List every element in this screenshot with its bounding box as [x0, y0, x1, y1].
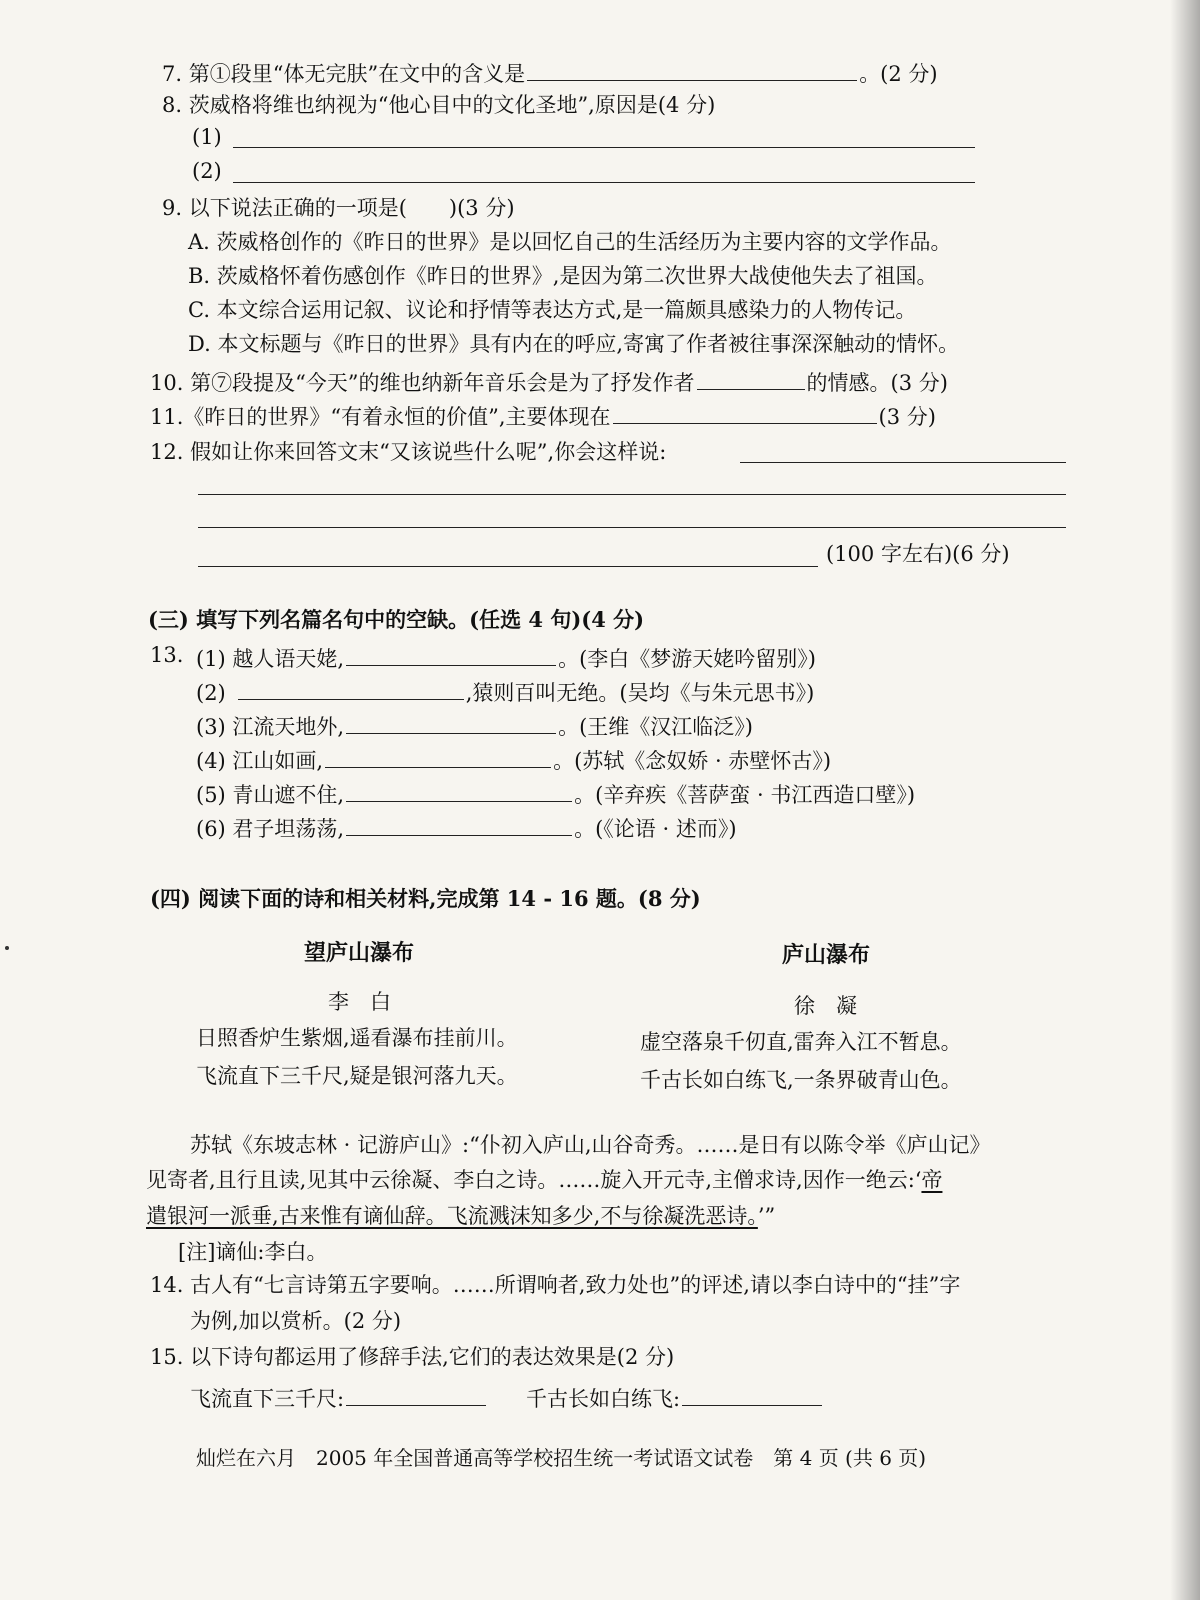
item-1-label: (1) 越人语天姥,	[196, 647, 345, 671]
question-10-text: 10. 第⑦段提及“今天”的维也纳新年音乐会是为了抒发作者	[150, 371, 695, 395]
page-edge-shadow	[1170, 0, 1200, 1600]
poem-2-title: 庐山瀑布	[782, 942, 871, 968]
material-note: [注]谪仙:李白。	[178, 1240, 328, 1264]
answer-blank-13-5[interactable]	[346, 779, 572, 802]
question-13-item-2	[196, 677, 814, 706]
answer-line-q12-4[interactable]	[198, 566, 818, 567]
question-11	[150, 401, 936, 430]
poem-1-author: 李 白	[328, 990, 391, 1014]
answer-blank-15-b[interactable]	[682, 1383, 822, 1406]
section-4-heading: (四) 阅读下面的诗和相关材料,完成第 14 - 16 题。(8 分)	[150, 886, 701, 911]
question-9-option-a[interactable]: A. 茨威格创作的《昨日的世界》是以回忆自己的生活经历为主要内容的文学作品。	[188, 230, 952, 254]
question-14-line-1: 14. 古人有“七言诗第五字要响。……所谓响者,致力处也”的评述,请以李白诗中的“挂”字	[150, 1273, 961, 1297]
question-13-item-4	[196, 745, 831, 774]
scan-speck	[5, 946, 9, 950]
question-8-item-2-label: (2)	[192, 159, 222, 183]
material-quote-end: ’”	[757, 1204, 776, 1228]
item-2-source: ,猿则百叫无绝。(吴均《与朱元思书》)	[465, 681, 815, 705]
question-13-item-1	[196, 643, 816, 672]
item-5-source: 。(辛弃疾《菩萨蛮 · 书江西造口壁》)	[574, 783, 916, 807]
material-line-1: 苏轼《东坡志林 · 记游庐山》:“仆初入庐山,山谷奇秀。……是日有以陈令举《庐山记》	[190, 1133, 991, 1157]
page-footer: 灿烂在六月 2005 年全国普通高等学校招生统一考试语文试卷 第 4 页 (共 6 页)	[196, 1446, 927, 1470]
question-8-item-1-label: (1)	[192, 125, 222, 149]
question-15-item-b-text: 千古长如白练飞:	[526, 1387, 681, 1411]
answer-blank-15-a[interactable]	[346, 1383, 486, 1406]
question-15-item-b	[526, 1383, 824, 1412]
question-9-option-c[interactable]: C. 本文综合运用记叙、议论和抒情等表达方式,是一篇颇具感染力的人物传记。	[188, 298, 917, 322]
question-8: 8. 茨威格将维也纳视为“他心目中的文化圣地”,原因是(4 分)	[162, 93, 716, 117]
answer-blank-13-6[interactable]	[346, 813, 572, 836]
item-3-label: (3) 江流天地外,	[196, 715, 345, 739]
poem-1-title: 望庐山瀑布	[304, 940, 415, 966]
question-10-score: 的情感。(3 分)	[806, 371, 948, 395]
answer-line-q12-2[interactable]	[198, 494, 1066, 495]
item-4-label: (4) 江山如画,	[196, 749, 324, 773]
material-line-3	[146, 1204, 775, 1229]
question-7-score: 。(2 分)	[859, 62, 938, 86]
poem-2-line-2: 千古长如白练飞,一条界破青山色。	[640, 1068, 962, 1092]
answer-blank-q10[interactable]	[697, 367, 805, 390]
question-12-score: (100 字左右)(6 分)	[826, 542, 1010, 566]
item-3-source: 。(王维《汉江临泛》)	[558, 715, 753, 739]
item-6-source: 。(《论语 · 述而》)	[574, 817, 737, 841]
item-1-source: 。(李白《梦游天姥吟留别》)	[558, 647, 816, 671]
question-10	[150, 367, 948, 396]
question-13-item-5	[196, 779, 915, 808]
question-14-line-2: 为例,加以赏析。(2 分)	[190, 1309, 402, 1333]
question-13-number: 13.	[150, 643, 184, 667]
answer-blank-13-2[interactable]	[238, 677, 464, 700]
answer-blank-13-1[interactable]	[346, 643, 556, 666]
question-13-item-3	[196, 711, 753, 740]
question-13-item-6	[196, 813, 737, 842]
question-9: 9. 以下说法正确的一项是( )(3 分)	[162, 196, 515, 220]
item-5-label: (5) 青山遮不住,	[196, 783, 345, 807]
question-11-score: (3 分)	[878, 405, 936, 429]
poem-2-author: 徐 凝	[794, 994, 857, 1018]
material-line-2	[146, 1168, 942, 1193]
answer-line-q8-2[interactable]	[233, 182, 975, 183]
question-12: 12. 假如让你来回答文末“又该说些什么呢”,你会这样说:	[150, 440, 667, 464]
question-15: 15. 以下诗句都运用了修辞手法,它们的表达效果是(2 分)	[150, 1345, 675, 1369]
material-quote-start: 帝	[921, 1168, 943, 1192]
answer-blank-q11[interactable]	[613, 401, 877, 424]
material-quote: 遣银河一派垂,古来惟有谪仙辞。飞流溅沫知多少,不与徐凝洗恶诗。	[146, 1204, 758, 1228]
question-11-text: 11.《昨日的世界》“有着永恒的价值”,主要体现在	[150, 405, 611, 429]
answer-blank-13-4[interactable]	[325, 745, 551, 768]
answer-blank-q7[interactable]	[527, 58, 857, 81]
item-2-label: (2)	[196, 681, 226, 705]
question-9-option-b[interactable]: B. 茨威格怀着伤感创作《昨日的世界》,是因为第二次世界大战使他失去了祖国。	[188, 264, 938, 288]
poem-1-line-2: 飞流直下三千尺,疑是银河落九天。	[196, 1064, 518, 1088]
answer-line-q12-3[interactable]	[198, 527, 1066, 528]
answer-line-q12-1[interactable]	[740, 462, 1066, 463]
question-15-item-a	[190, 1383, 488, 1412]
poem-1-line-1: 日照香炉生紫烟,遥看瀑布挂前川。	[196, 1026, 518, 1050]
question-7	[162, 58, 938, 87]
answer-line-q8-1[interactable]	[233, 147, 975, 148]
section-3-heading: (三) 填写下列名篇名句中的空缺。(任选 4 句)(4 分)	[148, 607, 645, 632]
material-line-2-text: 见寄者,且行且读,见其中云徐凝、李白之诗。……旋入开元寺,主僧求诗,因作一绝云:‘	[146, 1168, 922, 1192]
question-15-item-a-text: 飞流直下三千尺:	[190, 1387, 345, 1411]
item-6-label: (6) 君子坦荡荡,	[196, 817, 345, 841]
answer-blank-13-3[interactable]	[346, 711, 556, 734]
question-9-option-d[interactable]: D. 本文标题与《昨日的世界》具有内在的呼应,寄寓了作者被往事深深触动的情怀。	[188, 332, 960, 356]
item-4-source: 。(苏轼《念奴娇 · 赤壁怀古》)	[553, 749, 832, 773]
poem-2-line-1: 虚空落泉千仞直,雷奔入江不暂息。	[640, 1030, 962, 1054]
question-7-text: 7. 第①段里“体无完肤”在文中的含义是	[162, 62, 526, 86]
